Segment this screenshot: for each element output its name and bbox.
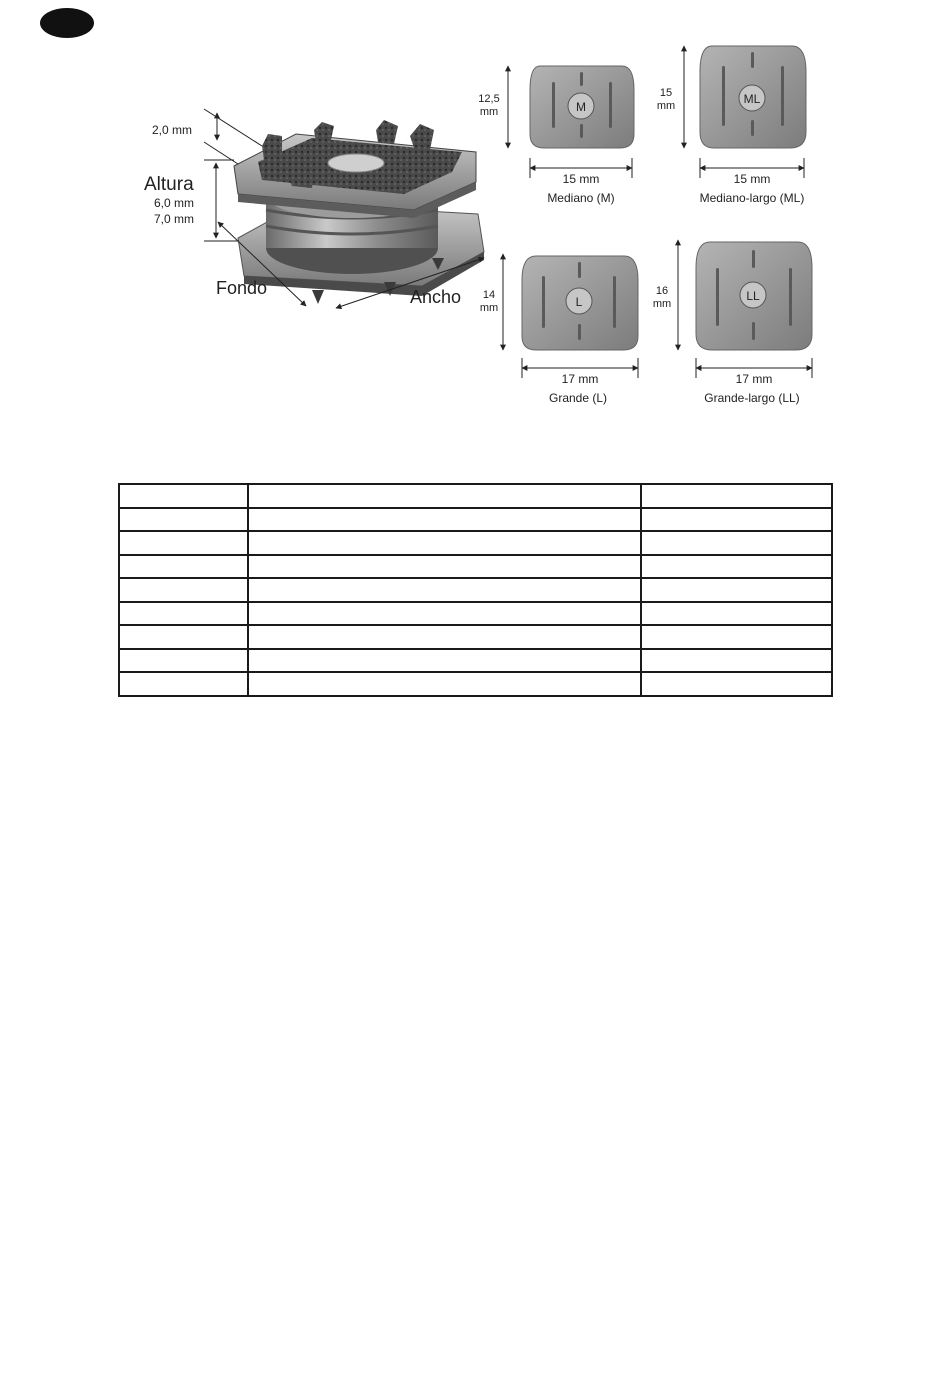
table-cell (641, 531, 832, 555)
size-code-l: L (575, 295, 583, 309)
size-name-ll: Grande-largo (LL) (704, 391, 800, 405)
table-cell (248, 578, 641, 602)
table-cell (119, 672, 248, 696)
table-cell (248, 649, 641, 673)
table-cell (119, 508, 248, 532)
table-cell (119, 531, 248, 555)
height-title: Altura (144, 174, 194, 195)
size-name-l: Grande (L) (548, 391, 608, 405)
table-cell (248, 625, 641, 649)
size-code-ll: LL (746, 289, 760, 303)
size-tile-ll (653, 240, 812, 405)
table-cell (119, 578, 248, 602)
table-row (119, 484, 832, 508)
table-row (119, 649, 832, 673)
size-depth-ml: 15 (659, 87, 673, 99)
size-depth-unit-m: mm (479, 106, 499, 118)
size-name-ml: Mediano-largo (ML) (699, 191, 805, 205)
table-cell (248, 508, 641, 532)
table-cell (641, 555, 832, 579)
table-cell (248, 531, 641, 555)
size-depth-unit-ml: mm (656, 100, 676, 112)
size-width-l: 17 mm (561, 372, 599, 386)
size-code-ml: ML (743, 92, 761, 106)
size-code-m: M (576, 100, 586, 114)
table-cell (641, 508, 832, 532)
thickness-label: 2,0 mm (152, 123, 193, 137)
size-tile-m (478, 66, 634, 205)
table-cell (641, 484, 832, 508)
size-depth-l: 14 (482, 289, 496, 301)
table-row (119, 555, 832, 579)
size-depth-m: 12,5 (478, 93, 500, 105)
table-cell (641, 578, 832, 602)
size-depth-unit-l: mm (479, 302, 499, 314)
size-width-ml: 15 mm (733, 172, 771, 186)
table-cell (119, 555, 248, 579)
table-cell (119, 649, 248, 673)
implant-illustration (234, 120, 484, 304)
table-cell (641, 672, 832, 696)
implant-figure (0, 0, 950, 440)
table-cell (248, 672, 641, 696)
size-spec-table (118, 483, 833, 697)
size-tile-ml (657, 46, 806, 205)
table-row (119, 578, 832, 602)
depth-label: Fondo (216, 278, 268, 298)
table-cell (248, 484, 641, 508)
height-value-1: 6,0 mm (154, 196, 195, 210)
table-row (119, 672, 832, 696)
size-width-ll: 17 mm (735, 372, 773, 386)
table-cell (641, 649, 832, 673)
size-tile-l (480, 254, 638, 405)
table-row (119, 625, 832, 649)
size-depth-unit-ll: mm (652, 298, 672, 310)
table-cell (119, 625, 248, 649)
table-cell (641, 625, 832, 649)
width-label: Ancho (410, 287, 462, 307)
size-depth-ll: 16 (655, 285, 669, 297)
table-cell (248, 555, 641, 579)
height-value-2: 7,0 mm (154, 212, 195, 226)
table-row (119, 602, 832, 626)
table-cell (119, 484, 248, 508)
table-cell (119, 602, 248, 626)
table-cell (248, 602, 641, 626)
table-cell (641, 602, 832, 626)
size-name-m: Mediano (M) (547, 191, 615, 205)
table-row (119, 531, 832, 555)
table-row (119, 508, 832, 532)
size-width-m: 15 mm (562, 172, 600, 186)
